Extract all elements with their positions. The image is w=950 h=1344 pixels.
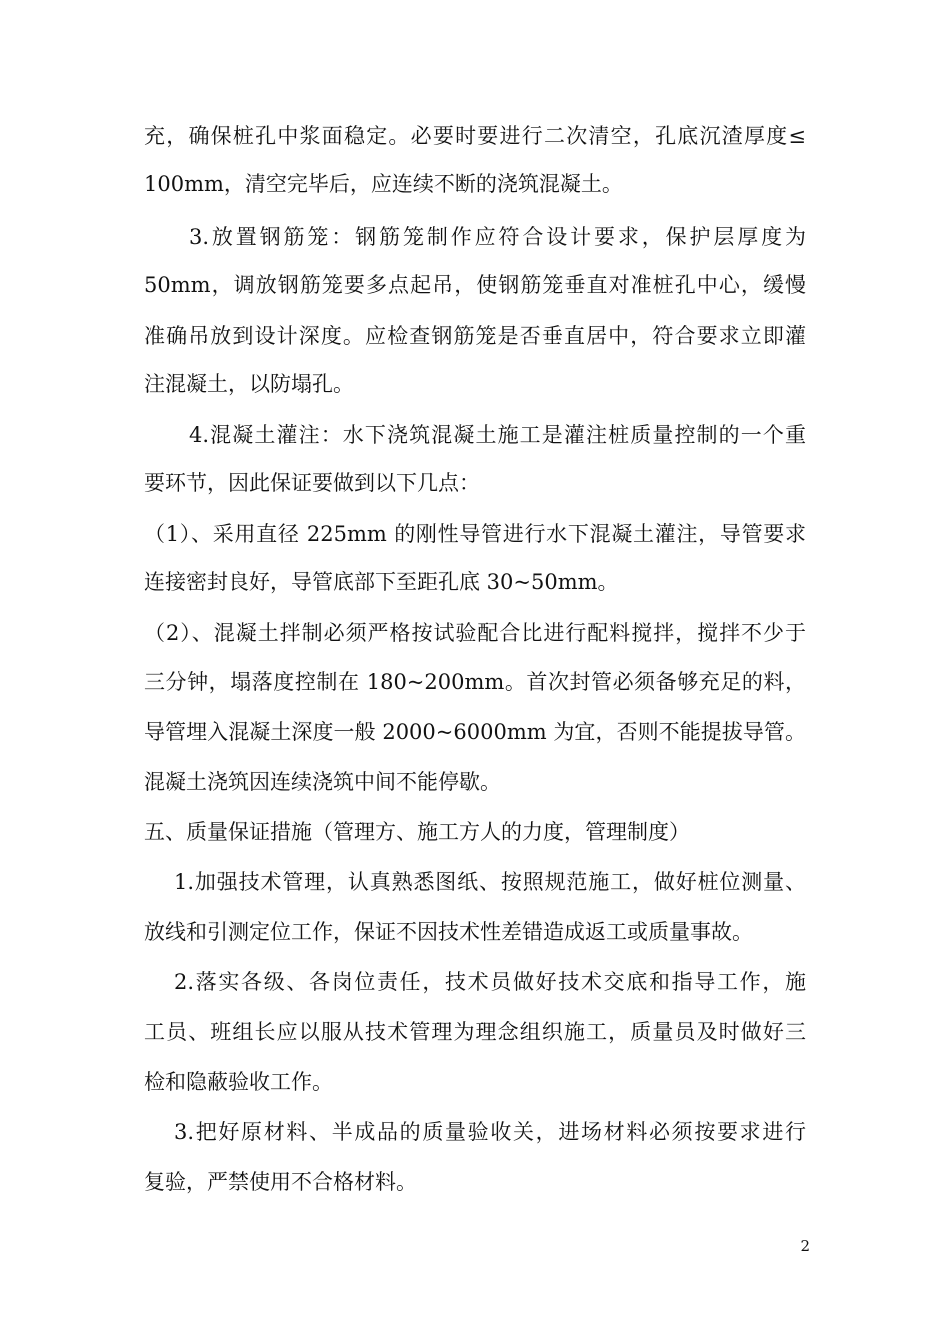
text-line: 三分钟，塌落度控制在 180~200mm。首次封管必须备够充足的料，	[144, 670, 806, 694]
measure-2-line: 2.落实各级、各岗位责任，技术员做好技术交底和指导工作，施	[174, 970, 806, 994]
text-line: 工员、班组长应以服从技术管理为理念组织施工，质量员及时做好三	[144, 1020, 806, 1044]
list-item-1-line: （1）、采用直径 225mm 的刚性导管进行水下混凝土灌注，导管要求	[144, 522, 806, 546]
text-line: 放线和引测定位工作，保证不因技术性差错造成返工或质量事故。	[144, 920, 753, 944]
text-line: 注混凝土，以防塌孔。	[144, 372, 354, 396]
text-line: 充，确保桩孔中浆面稳定。必要时要进行二次清空，孔底沉渣厚度≤	[144, 124, 806, 148]
text-line: 混凝土浇筑因连续浇筑中间不能停歇。	[144, 770, 501, 794]
paragraph-4-heading-line: 4.混凝土灌注：水下浇筑混凝土施工是灌注桩质量控制的一个重	[189, 423, 806, 447]
text-line: 准确吊放到设计深度。应检查钢筋笼是否垂直居中，符合要求立即灌	[144, 324, 806, 348]
text-line: 复验，严禁使用不合格材料。	[144, 1170, 417, 1194]
text-line: 要环节，因此保证要做到以下几点：	[144, 471, 480, 495]
paragraph-3-heading-line: 3.放置钢筋笼：钢筋笼制作应符合设计要求，保护层厚度为	[189, 225, 806, 249]
page-number: 2	[800, 1237, 810, 1255]
list-item-2-line: （2）、混凝土拌制必须严格按试验配合比进行配料搅拌，搅拌不少于	[144, 621, 806, 645]
measure-3-line: 3.把好原材料、半成品的质量验收关，进场材料必须按要求进行	[174, 1120, 806, 1144]
measure-1-line: 1.加强技术管理，认真熟悉图纸、按照规范施工，做好桩位测量、	[174, 870, 806, 894]
text-line: 连接密封良好，导管底部下至距孔底 30~50mm。	[144, 570, 619, 594]
section-heading: 五、质量保证措施（管理方、施工方人的力度，管理制度）	[144, 820, 690, 844]
text-line: 导管埋入混凝土深度一般 2000~6000mm 为宜，否则不能提拔导管。	[144, 720, 806, 744]
text-line: 50mm，调放钢筋笼要多点起吊，使钢筋笼垂直对准桩孔中心，缓慢	[144, 273, 806, 297]
text-line: 检和隐蔽验收工作。	[144, 1070, 333, 1094]
text-line: 100mm，清空完毕后，应连续不断的浇筑混凝土。	[144, 172, 623, 196]
